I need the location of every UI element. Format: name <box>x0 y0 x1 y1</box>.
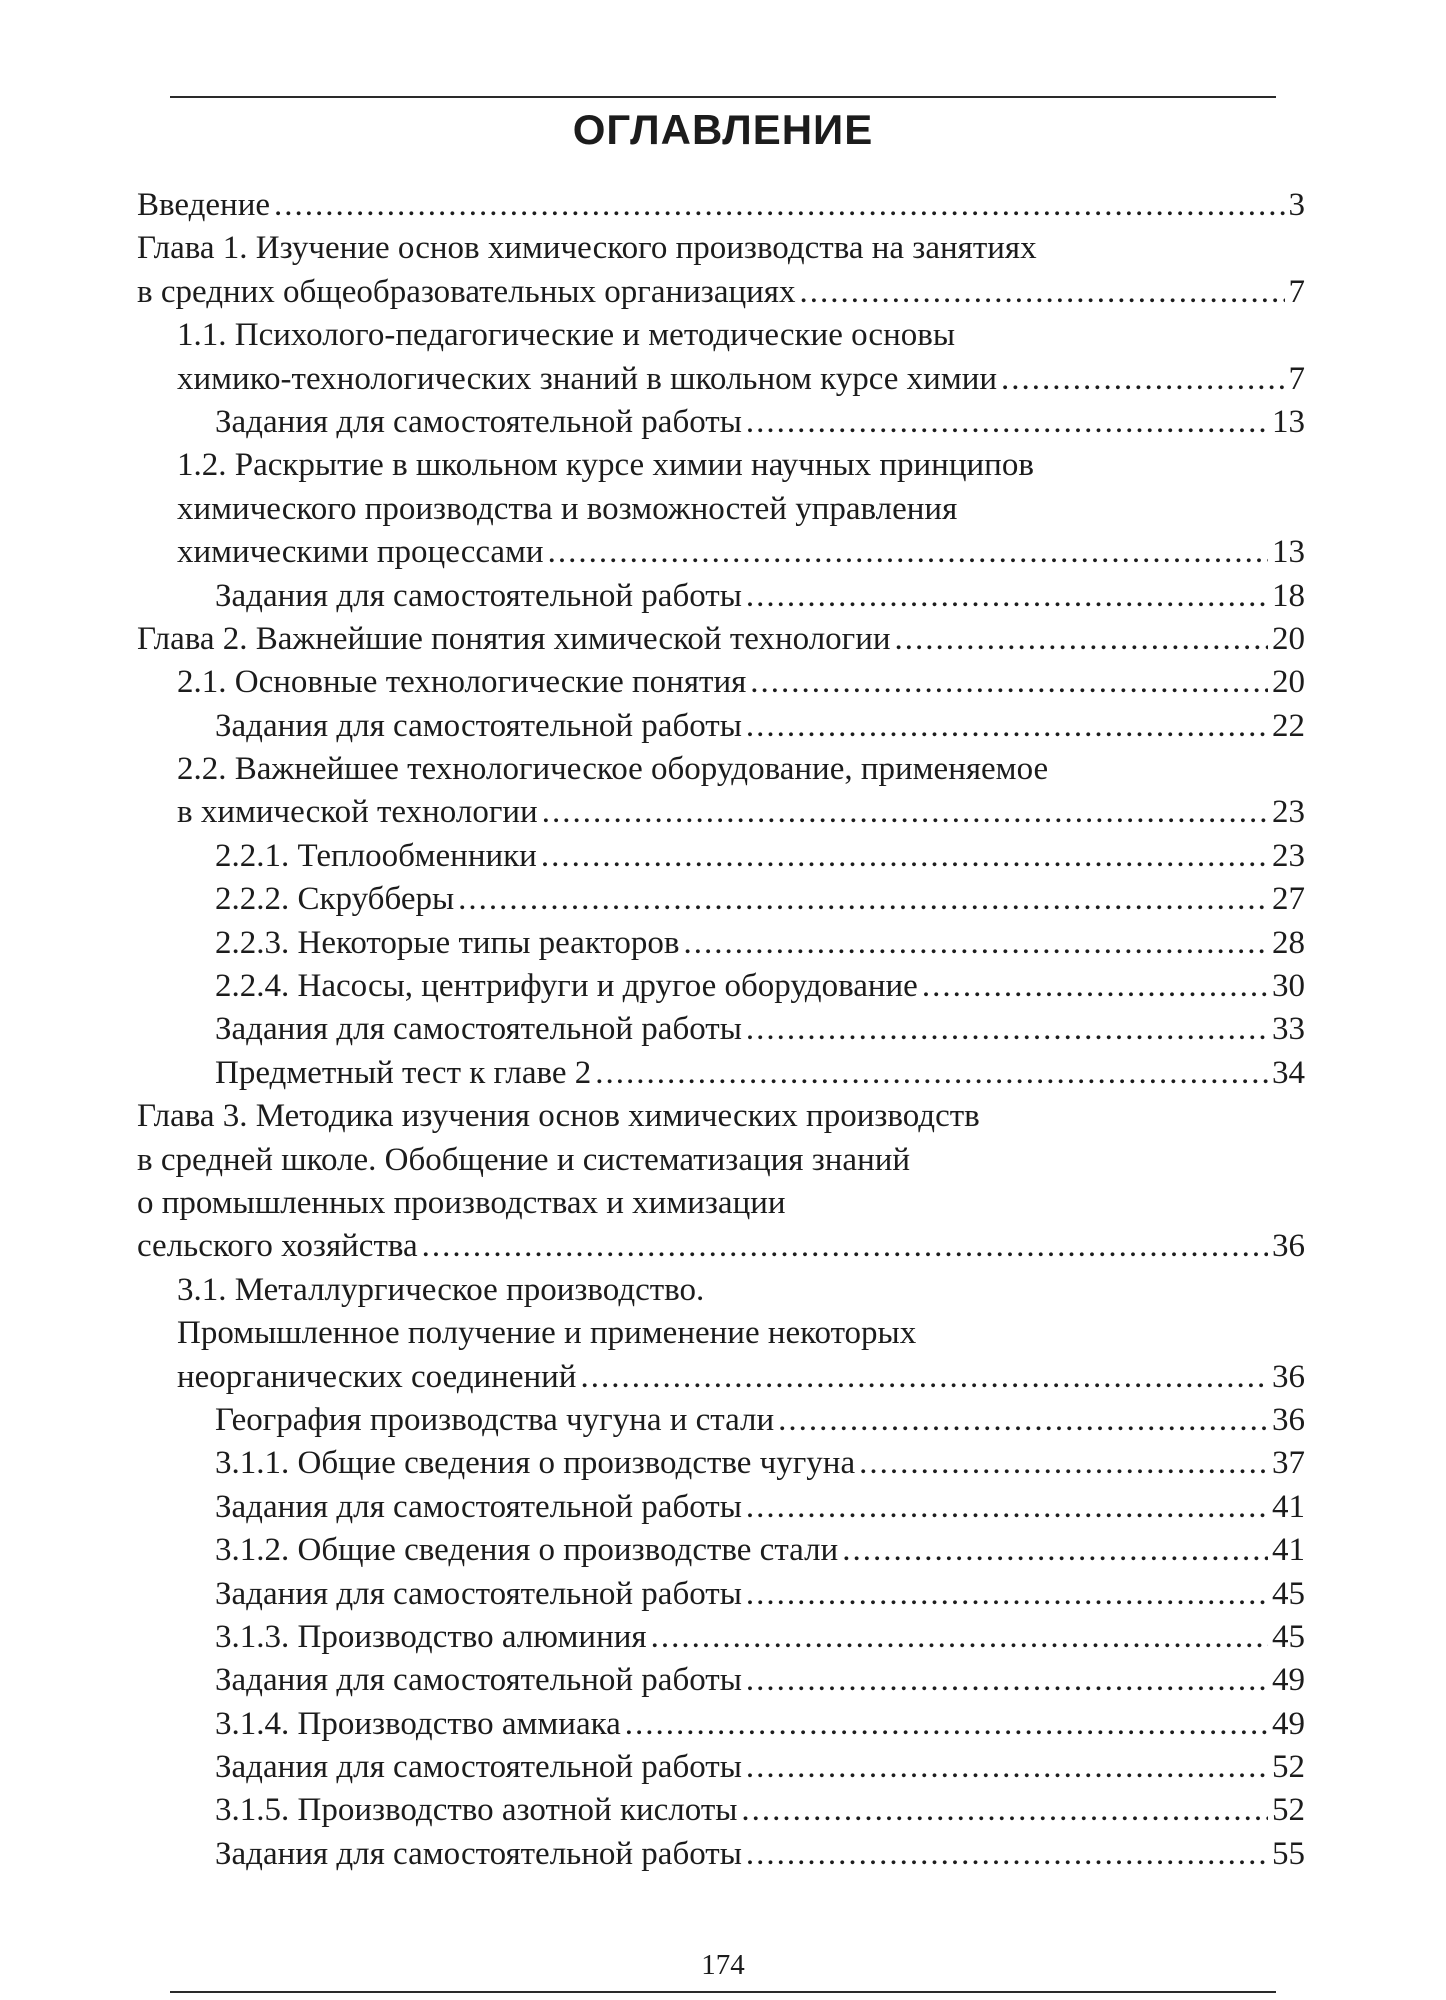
table-of-contents <box>137 184 1305 1876</box>
dot-leader <box>548 531 1268 574</box>
toc-entry-title: в химической технологии <box>177 794 538 831</box>
toc-entry-line <box>137 1442 1305 1485</box>
toc-entry-line <box>137 965 1305 1008</box>
toc-entry-title: 3.1.4. Производство аммиака <box>215 1705 621 1742</box>
toc-page-number: 27 <box>1272 881 1305 918</box>
toc-page-number: 20 <box>1272 620 1305 657</box>
page-title: ОГЛАВЛЕНИЕ <box>572 106 874 153</box>
toc-entry-title: 2.2.2. Скрубберы <box>215 881 455 918</box>
toc-entry-line <box>137 922 1305 965</box>
toc-entry-title: сельского хозяйства <box>137 1228 418 1265</box>
toc-entry-title: Предметный тест к главе 2 <box>215 1054 592 1091</box>
dot-leader <box>746 705 1268 748</box>
dot-leader <box>746 575 1268 618</box>
toc-entry-title: 1.1. Психолого-педагогические и методические основы <box>177 317 955 354</box>
toc-entry[interactable] <box>137 1789 1305 1832</box>
toc-entry-line <box>137 1269 1305 1312</box>
toc-entry-title: 2.2.1. Теплообменники <box>215 837 537 874</box>
toc-entry-line <box>137 1399 1305 1442</box>
toc-entry-line <box>137 1789 1305 1832</box>
toc-entry[interactable] <box>137 618 1305 661</box>
toc-entry[interactable] <box>137 1616 1305 1659</box>
toc-page-number: 33 <box>1272 1011 1305 1048</box>
toc-entry-title: 3.1. Металлургическое производство. <box>177 1271 705 1308</box>
toc-entry-line <box>137 705 1305 748</box>
toc-page-number: 49 <box>1272 1662 1305 1699</box>
toc-entry[interactable] <box>137 184 1305 227</box>
toc-page-number: 13 <box>1272 403 1305 440</box>
toc-page-number: 45 <box>1272 1575 1305 1612</box>
toc-entry[interactable] <box>137 1442 1305 1485</box>
toc-entry-title: 2.1. Основные технологические понятия <box>177 664 747 701</box>
toc-entry-title: Задания для самостоятельной работы <box>215 403 742 440</box>
toc-entry[interactable] <box>137 1703 1305 1746</box>
toc-entry-line <box>137 358 1305 401</box>
dot-leader <box>683 922 1268 965</box>
toc-entry-title: 2.2.4. Насосы, центрифуги и другое оборудование <box>215 968 918 1005</box>
dot-leader <box>741 1789 1268 1832</box>
toc-entry[interactable] <box>137 1269 1305 1399</box>
toc-page-number: 7 <box>1288 360 1305 397</box>
toc-entry-title: 2.2. Важнейшее технологическое оборудование, применяемое <box>177 751 1049 788</box>
toc-entry[interactable] <box>137 1008 1305 1051</box>
toc-entry-line <box>137 878 1305 921</box>
toc-entry-line <box>137 661 1305 704</box>
toc-entry[interactable] <box>137 1833 1305 1876</box>
toc-entry-line <box>137 1139 1305 1182</box>
toc-entry-line <box>137 1746 1305 1789</box>
toc-entry-title: Задания для самостоятельной работы <box>215 1575 742 1612</box>
dot-leader <box>595 1052 1268 1095</box>
toc-entry-title: химическими процессами <box>177 534 544 571</box>
toc-entry[interactable] <box>137 965 1305 1008</box>
toc-entry-title: Задания для самостоятельной работы <box>215 1749 742 1786</box>
toc-page-number: 41 <box>1272 1532 1305 1569</box>
toc-entry-line <box>137 1833 1305 1876</box>
toc-entry-line <box>137 575 1305 618</box>
toc-entry-title: о промышленных производствах и химизации <box>137 1184 786 1221</box>
dot-leader <box>541 835 1268 878</box>
dot-leader <box>746 401 1268 444</box>
toc-entry-title: в средних общеобразовательных организациях <box>137 273 796 310</box>
toc-entry-title: Задания для самостоятельной работы <box>215 1488 742 1525</box>
toc-entry-line <box>137 1312 1305 1355</box>
toc-entry[interactable] <box>137 1052 1305 1095</box>
toc-entry-title: Глава 3. Методика изучения основ химических производств <box>137 1098 980 1135</box>
toc-entry[interactable] <box>137 878 1305 921</box>
toc-entry-line <box>137 1659 1305 1702</box>
toc-page-number: 7 <box>1288 273 1305 310</box>
toc-entry-line <box>137 1356 1305 1399</box>
toc-entry[interactable] <box>137 1529 1305 1572</box>
dot-leader <box>799 271 1284 314</box>
toc-entry-title: 3.1.2. Общие сведения о производстве стали <box>215 1532 839 1569</box>
toc-entry-title: Задания для самостоятельной работы <box>215 1662 742 1699</box>
dot-leader <box>422 1225 1268 1268</box>
toc-entry-line <box>137 1225 1305 1268</box>
toc-entry-line <box>137 1616 1305 1659</box>
toc-entry-line <box>137 444 1305 487</box>
dot-leader <box>895 618 1268 661</box>
dot-leader <box>750 661 1268 704</box>
toc-entry-line <box>137 1529 1305 1572</box>
toc-page-number: 36 <box>1272 1401 1305 1438</box>
toc-page-number: 20 <box>1272 664 1305 701</box>
toc-entry-title: 3.1.3. Производство алюминия <box>215 1618 647 1655</box>
toc-entry-line <box>137 488 1305 531</box>
dot-leader <box>922 965 1268 1008</box>
toc-entry[interactable] <box>137 444 1305 574</box>
toc-entry-title: химического производства и возможностей управления <box>177 490 958 527</box>
toc-entry-title: 1.2. Раскрытие в школьном курсе химии научных принципов <box>177 447 1034 484</box>
toc-entry-line <box>137 1095 1305 1138</box>
dot-leader <box>458 878 1268 921</box>
toc-entry-title: Глава 1. Изучение основ химического производства на занятиях <box>137 230 1037 267</box>
dot-leader <box>842 1529 1268 1572</box>
toc-entry-title: География производства чугуна и стали <box>215 1401 775 1438</box>
toc-entry-title: Задания для самостоятельной работы <box>215 1835 742 1872</box>
top-rule <box>170 96 1276 98</box>
toc-entry-title: Глава 2. Важнейшие понятия химической технологии <box>137 620 891 657</box>
toc-entry-line <box>137 1486 1305 1529</box>
toc-entry-title: 3.1.1. Общие сведения о производстве чугуна <box>215 1445 856 1482</box>
toc-entry-title: Промышленное получение и применение некоторых <box>177 1315 917 1352</box>
dot-leader <box>1001 358 1284 401</box>
toc-entry[interactable] <box>137 401 1305 444</box>
toc-entry[interactable] <box>137 227 1305 314</box>
toc-entry-line <box>137 314 1305 357</box>
toc-page-number: 34 <box>1272 1054 1305 1091</box>
dot-leader <box>859 1442 1268 1485</box>
toc-entry-title: неорганических соединений <box>177 1358 577 1395</box>
dot-leader <box>542 791 1268 834</box>
toc-entry-line <box>137 227 1305 270</box>
toc-page-number: 30 <box>1272 968 1305 1005</box>
toc-entry-line <box>137 184 1305 227</box>
toc-entry-title: Задания для самостоятельной работы <box>215 707 742 744</box>
toc-entry-line <box>137 1703 1305 1746</box>
toc-entry-title: 2.2.3. Некоторые типы реакторов <box>215 924 680 961</box>
dot-leader <box>746 1573 1268 1616</box>
toc-entry-line <box>137 1573 1305 1616</box>
dot-leader <box>746 1008 1268 1051</box>
toc-page-number: 23 <box>1272 794 1305 831</box>
toc-entry-title: химико-технологических знаний в школьном курсе химии <box>177 360 998 397</box>
toc-entry-line <box>137 1008 1305 1051</box>
toc-entry[interactable] <box>137 1486 1305 1529</box>
toc-entry-title: Задания для самостоятельной работы <box>215 1011 742 1048</box>
toc-page-number: 23 <box>1272 837 1305 874</box>
toc-entry[interactable] <box>137 1659 1305 1702</box>
toc-page-number: 49 <box>1272 1705 1305 1742</box>
toc-entry-line <box>137 401 1305 444</box>
toc-page-number: 52 <box>1272 1792 1305 1829</box>
toc-page-number: 41 <box>1272 1488 1305 1525</box>
dot-leader <box>274 184 1284 227</box>
toc-page-number: 28 <box>1272 924 1305 961</box>
dot-leader <box>778 1399 1268 1442</box>
toc-page-number: 55 <box>1272 1835 1305 1872</box>
toc-page-number: 45 <box>1272 1618 1305 1655</box>
toc-page-number: 22 <box>1272 707 1305 744</box>
dot-leader <box>746 1486 1268 1529</box>
dot-leader <box>746 1833 1268 1876</box>
dot-leader <box>746 1659 1268 1702</box>
toc-page-number: 37 <box>1272 1445 1305 1482</box>
dot-leader <box>580 1356 1268 1399</box>
toc-entry-line <box>137 1182 1305 1225</box>
toc-entry[interactable] <box>137 661 1305 704</box>
toc-entry[interactable] <box>137 575 1305 618</box>
toc-entry-line <box>137 791 1305 834</box>
toc-page-number: 36 <box>1272 1228 1305 1265</box>
toc-entry-title: в средней школе. Обобщение и систематизация знаний <box>137 1141 911 1178</box>
toc-entry[interactable] <box>137 835 1305 878</box>
toc-page-number: 52 <box>1272 1749 1305 1786</box>
toc-page-number: 13 <box>1272 534 1305 571</box>
dot-leader <box>651 1616 1268 1659</box>
page-number: 174 <box>701 1949 745 1981</box>
toc-entry-title: 3.1.5. Производство азотной кислоты <box>215 1792 738 1829</box>
dot-leader <box>625 1703 1268 1746</box>
toc-entry[interactable] <box>137 1399 1305 1442</box>
toc-entry-line <box>137 271 1305 314</box>
toc-entry-line <box>137 1052 1305 1095</box>
toc-entry[interactable] <box>137 1095 1305 1269</box>
toc-entry[interactable] <box>137 922 1305 965</box>
toc-page-number: 18 <box>1272 577 1305 614</box>
toc-entry[interactable] <box>137 314 1305 401</box>
toc-entry-title: Задания для самостоятельной работы <box>215 577 742 614</box>
toc-entry-line <box>137 748 1305 791</box>
toc-entry-line <box>137 835 1305 878</box>
toc-page-number: 3 <box>1288 187 1305 223</box>
toc-page-number: 36 <box>1272 1358 1305 1395</box>
toc-entry-line <box>137 618 1305 661</box>
toc-entry[interactable] <box>137 1573 1305 1616</box>
toc-entry[interactable] <box>137 705 1305 748</box>
bottom-rule <box>170 1991 1276 1993</box>
toc-entry-line <box>137 531 1305 574</box>
toc-entry[interactable] <box>137 748 1305 835</box>
toc-entry[interactable] <box>137 1746 1305 1789</box>
dot-leader <box>746 1746 1268 1789</box>
toc-entry-title: Введение <box>137 187 271 223</box>
